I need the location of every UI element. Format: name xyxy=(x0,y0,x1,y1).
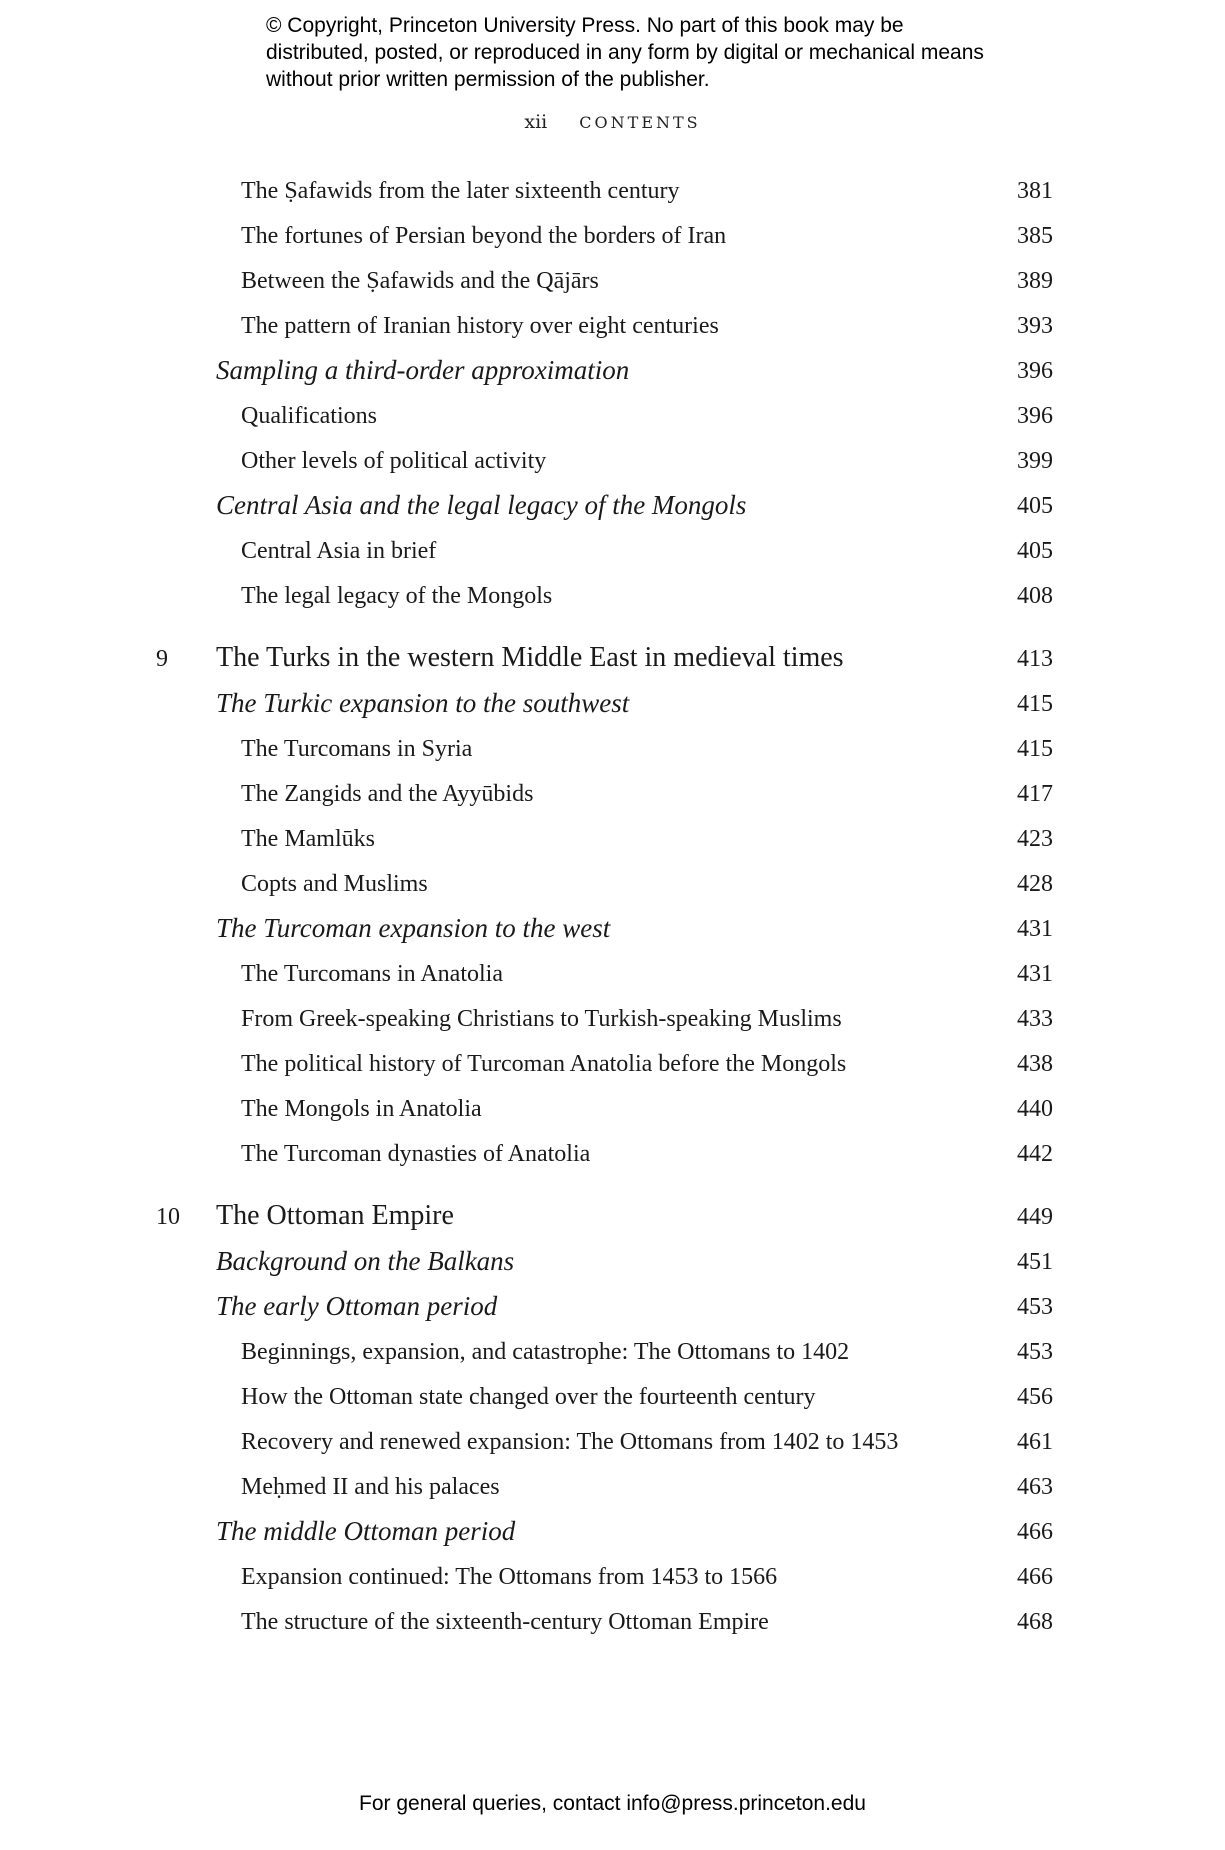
toc-entry-page: 405 xyxy=(1017,538,1053,564)
table-of-contents xyxy=(0,170,1225,1646)
toc-entry-sub xyxy=(0,773,1225,818)
toc-entry-title: Sampling a third-order approximation xyxy=(216,355,630,385)
toc-entry-page: 393 xyxy=(1017,313,1053,339)
toc-entry-title: Central Asia in brief xyxy=(241,538,437,564)
toc-entry-title: Recovery and renewed expansion: The Ottomans from 1402 to 1453 xyxy=(241,1429,899,1455)
toc-entry-page: 466 xyxy=(1017,1564,1053,1590)
toc-entry-page: 399 xyxy=(1017,448,1053,474)
toc-entry-sub xyxy=(0,863,1225,908)
toc-entry-title: The Ottoman Empire xyxy=(216,1200,454,1231)
toc-entry-title: The Zangids and the Ayyūbids xyxy=(241,781,534,807)
toc-entry-sub xyxy=(0,998,1225,1043)
toc-entry-sub xyxy=(0,1421,1225,1466)
toc-entry-page: 466 xyxy=(1017,1519,1053,1545)
toc-entry-page: 415 xyxy=(1017,691,1053,717)
toc-entry-page: 453 xyxy=(1017,1294,1053,1320)
page-number: xii xyxy=(524,111,548,133)
toc-entry-page: 396 xyxy=(1017,403,1053,429)
toc-entry-page: 449 xyxy=(1017,1204,1053,1230)
toc-entry-sub xyxy=(0,1556,1225,1601)
toc-entry-title: The structure of the sixteenth-century Ottoman Empire xyxy=(241,1609,769,1635)
toc-entry-page: 423 xyxy=(1017,826,1053,852)
toc-entry-title: From Greek-speaking Christians to Turkish-speaking Muslims xyxy=(241,1006,842,1032)
toc-entry-page: 461 xyxy=(1017,1429,1053,1455)
toc-entry-sub xyxy=(0,305,1225,350)
toc-entry-page: 468 xyxy=(1017,1609,1053,1635)
toc-entry-title: The middle Ottoman period xyxy=(216,1516,516,1546)
toc-entry-sub xyxy=(0,575,1225,620)
toc-entry-title: The fortunes of Persian beyond the borders of Iran xyxy=(241,223,727,249)
toc-entry-section xyxy=(0,1241,1225,1286)
chapter-number: 10 xyxy=(156,1204,180,1230)
toc-entry-page: 413 xyxy=(1017,646,1053,672)
toc-entry-title: The Turks in the western Middle East in medieval times xyxy=(216,642,844,673)
toc-entry-sub xyxy=(0,215,1225,260)
toc-entry-title: The Mamlūks xyxy=(241,826,375,852)
toc-entry-sub xyxy=(0,530,1225,575)
toc-entry-sub xyxy=(0,1043,1225,1088)
toc-entry-title: The early Ottoman period xyxy=(216,1291,498,1321)
toc-entry-page: 438 xyxy=(1017,1051,1053,1077)
toc-entry-title: How the Ottoman state changed over the fourteenth century xyxy=(241,1384,816,1410)
toc-entry-sub xyxy=(0,728,1225,773)
toc-entry-page: 442 xyxy=(1017,1141,1053,1167)
toc-entry-title: The legal legacy of the Mongols xyxy=(241,583,553,609)
running-title: CONTENTS xyxy=(579,113,701,132)
toc-entry-title: The Turkic expansion to the southwest xyxy=(216,688,630,718)
toc-entry-title: The Turcomans in Anatolia xyxy=(241,961,503,987)
toc-entry-chapter xyxy=(0,638,1225,683)
toc-entry-sub xyxy=(0,395,1225,440)
toc-entry-page: 381 xyxy=(1017,178,1053,204)
toc-entry-page: 463 xyxy=(1017,1474,1053,1500)
toc-entry-title: The Turcoman dynasties of Anatolia xyxy=(241,1141,591,1167)
toc-entry-page: 405 xyxy=(1017,493,1053,519)
toc-entry-page: 428 xyxy=(1017,871,1053,897)
toc-entry-title: Other levels of political activity xyxy=(241,448,547,474)
toc-entry-title: The Turcoman expansion to the west xyxy=(216,913,611,943)
toc-entry-sub xyxy=(0,260,1225,305)
toc-entry-section xyxy=(0,485,1225,530)
toc-entry-page: 389 xyxy=(1017,268,1053,294)
toc-entry-page: 433 xyxy=(1017,1006,1053,1032)
footer-contact: For general queries, contact info@press.princeton.edu xyxy=(359,1792,866,1815)
toc-entry-page: 431 xyxy=(1017,916,1053,942)
toc-entry-page: 440 xyxy=(1017,1096,1053,1122)
toc-entry-page: 451 xyxy=(1017,1249,1053,1275)
toc-entry-section xyxy=(0,908,1225,953)
toc-entry-page: 456 xyxy=(1017,1384,1053,1410)
toc-entry-title: The Turcomans in Syria xyxy=(241,736,473,762)
copyright-notice: © Copyright, Princeton University Press. No part of this book may be distributed, posted, or reproduced in any form by digital or mechanical means without prior written permission of the publisher. xyxy=(266,14,984,91)
toc-entry-title: Between the Ṣafawids and the Qājārs xyxy=(241,268,599,294)
toc-entry-title: Copts and Muslims xyxy=(241,871,428,897)
toc-entry-page: 385 xyxy=(1017,223,1053,249)
toc-entry-sub xyxy=(0,1376,1225,1421)
toc-entry-title: Meḥmed II and his palaces xyxy=(241,1474,500,1500)
toc-entry-title: Beginnings, expansion, and catastrophe: The Ottomans to 1402 xyxy=(241,1339,850,1365)
toc-entry-sub xyxy=(0,440,1225,485)
toc-entry-title: The pattern of Iranian history over eight centuries xyxy=(241,313,719,339)
toc-entry-sub xyxy=(0,170,1225,215)
chapter-number: 9 xyxy=(156,646,168,672)
toc-entry-chapter xyxy=(0,1196,1225,1241)
toc-entry-sub xyxy=(0,953,1225,998)
toc-entry-page: 408 xyxy=(1017,583,1053,609)
toc-entry-section xyxy=(0,1286,1225,1331)
toc-entry-page: 415 xyxy=(1017,736,1053,762)
toc-entry-page: 396 xyxy=(1017,358,1053,384)
toc-entry-sub xyxy=(0,1466,1225,1511)
toc-entry-page: 431 xyxy=(1017,961,1053,987)
toc-entry-section xyxy=(0,1511,1225,1556)
toc-entry-page: 453 xyxy=(1017,1339,1053,1365)
toc-entry-sub xyxy=(0,1601,1225,1646)
toc-entry-sub xyxy=(0,1331,1225,1376)
toc-entry-title: The Mongols in Anatolia xyxy=(241,1096,482,1122)
toc-entry-section xyxy=(0,683,1225,728)
toc-entry-section xyxy=(0,350,1225,395)
toc-entry-title: Central Asia and the legal legacy of the Mongols xyxy=(216,490,747,520)
toc-entry-sub xyxy=(0,818,1225,863)
toc-entry-sub xyxy=(0,1133,1225,1178)
running-head xyxy=(0,111,1225,133)
toc-entry-page: 417 xyxy=(1017,781,1053,807)
toc-entry-title: The political history of Turcoman Anatolia before the Mongols xyxy=(241,1051,847,1077)
toc-entry-title: Expansion continued: The Ottomans from 1453 to 1566 xyxy=(241,1564,778,1590)
toc-entry-title: Qualifications xyxy=(241,403,377,429)
toc-entry-title: Background on the Balkans xyxy=(216,1246,515,1276)
toc-entry-title: The Ṣafawids from the later sixteenth century xyxy=(241,178,680,204)
toc-entry-sub xyxy=(0,1088,1225,1133)
